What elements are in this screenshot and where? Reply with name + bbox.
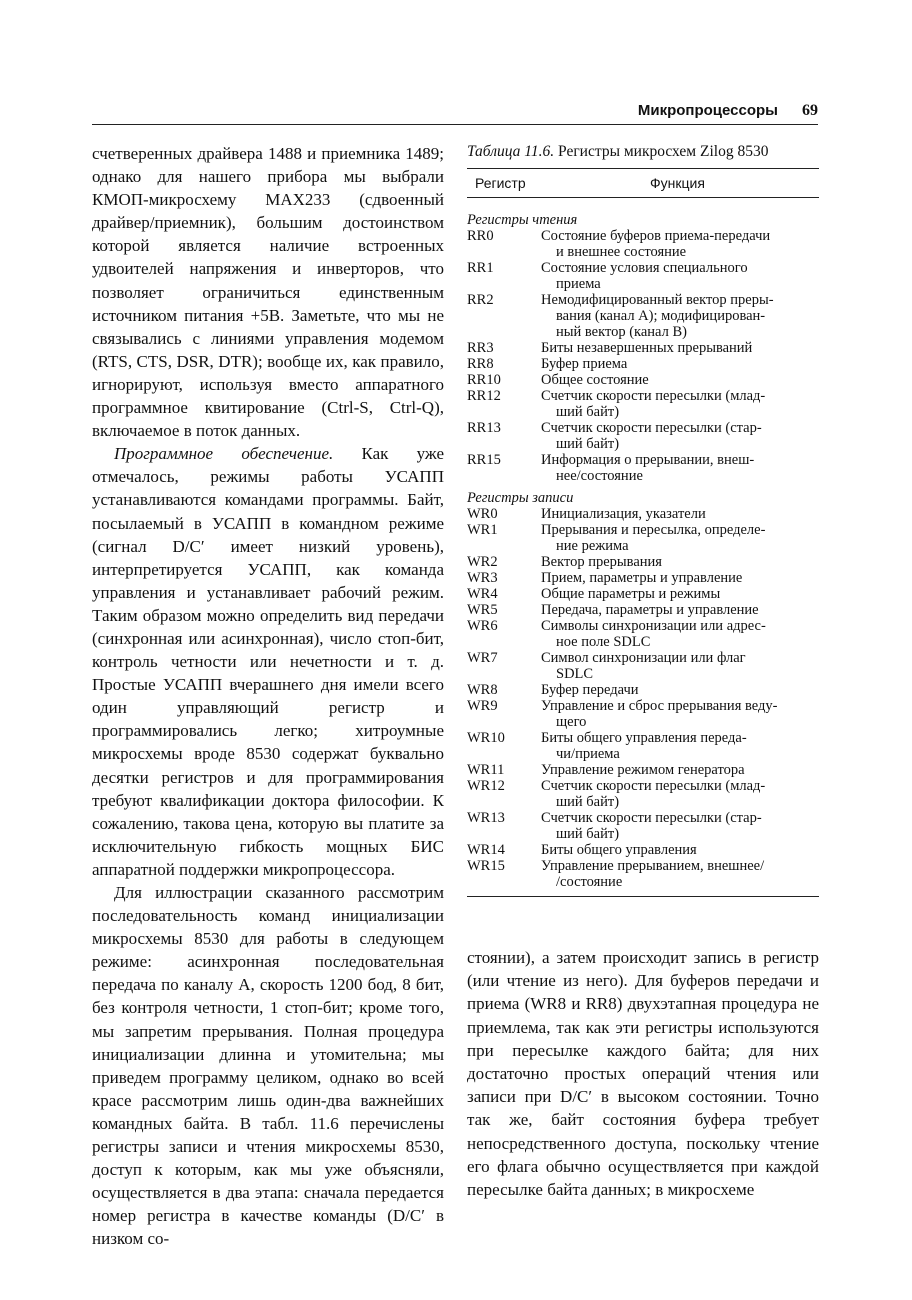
register-function [541,778,819,810]
chapter-title: Микропроцессоры [637,102,778,119]
register-name: WR9 [467,698,498,714]
register-name: RR13 [467,420,501,436]
function-line: Вектор прерывания [541,554,662,570]
paragraph-text: счетверенных драйвера 1488 и приемника 1489; однако для нашего прибора мы выбрали КМОП-микросхему MAX233 (сдвоенный драйвер/приемник), большим достоинством которой является наличие встроенных удвоителей напряжения и инверторов, что позволяет ограничиться единственным источником питания +5В. Заметьте, что мы не связывались с линиями управления модемом (RTS, CTS, DSR, DTR); вообще их, как правило, игнорируют, используя вместо аппаратного программное квитирование (Ctrl-S, Ctrl-Q), включаемое в поток данных. [92,144,444,441]
register-function [541,420,819,452]
function-line: Счетчик скорости пересылки (млад- [541,388,766,404]
table-row [467,554,819,570]
function-line: Немодифицированный вектор преры- [541,292,774,308]
register-function [541,228,819,260]
function-line: ние режима [556,538,629,554]
table-row [467,506,819,522]
function-line: Буфер приема [541,356,628,372]
function-line: Состояние условия специального [541,260,748,276]
paragraph-1 [92,142,444,442]
table-caption [467,142,819,162]
table-row [467,858,819,890]
function-line: Символы синхронизации или адрес- [541,618,766,634]
function-line: SDLC [556,666,594,682]
register-name: WR5 [467,602,498,618]
paragraph-lead: Программное обеспечение. [114,444,334,464]
register-name: WR1 [467,522,498,538]
running-header [92,100,818,125]
function-line: ший байт) [556,794,620,810]
register-function [541,388,819,420]
register-function [541,762,819,778]
register-name: WR6 [467,618,498,634]
paragraph-text: Для иллюстрации сказанного рассмотрим последовательность команд инициализации микросхемы 8530 для работы в следующем режиме: асинхронная последовательная передача по каналу А, скорость 1200 бод, 8 бит, без контроля четности, 1 стоп-бит; кроме того, мы запретим прерывания. Полная процедура инициализации длинна и утомительна; мы приведем программу целиком, однако во всей красе рассмотрим лишь один-два важнейших командных байта. В табл. 11.6 перечислены регистры записи и чтения микросхемы 8530, доступ к которым, как мы уже объясняли, осуществляется в два этапа: сначала передается номер регистра в качестве команды (D/C′ в низком со- [92,883,444,1249]
table-row [467,618,819,650]
register-function [541,506,819,522]
function-line: Состояние буферов приема-передачи [541,228,771,244]
table-row [467,356,819,372]
page-number: 69 [802,102,818,119]
register-name: RR3 [467,340,494,356]
function-line: Буфер передачи [541,682,639,698]
paragraph-text: Как уже отмечалось, режимы работы УСАПП устанавливаются командами программы. Байт, посылаемый в УСАПП в командном режиме (сигнал D/C′ имеет низкий уровень), интерпретируется УСАПП, как команда управления и устанавливает рабочий режим. Таким образом можно определить вид передачи (синхронная или асинхронная), число стоп-бит, контроль четности или нечетности и т. д. Простые УСАПП вчерашнего дня имели всего один управляющий регистр и программировались легко; хитроумные микросхемы вроде 8530 содержат буквально десятки регистров и для программирования требуют квалификации доктора философии. К сожалению, такова цена, которую вы платите за исключительную гибкость мощных БИС аппаратной поддержки микропроцессора. [92,444,444,879]
function-line: Передача, параметры и управление [541,602,759,618]
table-row [467,730,819,762]
register-function [541,858,819,890]
table-bottom-rule [467,896,819,897]
read-registers-title: Регистры чтения [467,212,578,228]
function-line: ший байт) [556,404,620,420]
table-row [467,650,819,682]
write-registers-list [467,506,819,890]
table-caption-text: Регистры микросхем Zilog 8530 [554,143,769,160]
register-function [541,372,819,388]
register-name: WR3 [467,570,498,586]
register-function [541,570,819,586]
table-row [467,260,819,292]
function-line: ший байт) [556,436,620,452]
register-function [541,356,819,372]
register-name: WR0 [467,506,498,522]
function-line: /состояние [556,874,623,890]
column-header-register: Регистр [475,175,526,191]
register-name: RR8 [467,356,494,372]
function-line: Общие параметры и режимы [541,586,721,602]
register-name: WR8 [467,682,498,698]
column-header-function: Функция [650,175,705,191]
register-function [541,650,819,682]
register-function [541,698,819,730]
registers-table [467,142,819,897]
table-row [467,586,819,602]
function-line: Прием, параметры и управление [541,570,743,586]
function-line: Биты общего управления переда- [541,730,747,746]
table-row [467,522,819,554]
function-line: вания (канал А); модифицирован- [556,308,766,324]
paragraph-continuation: стоянии), а затем происходит запись в регистр (или чтение из него). Для буферов передачи и приема (WR8 и RR8) двухэтапная процедура не приемлема, так как эти регистры используются при пересылке каждого байта; для них достаточно простых операций чтения или записи при D/C′ в высоком состоянии. Точно так же, байт состояния буфера требует непосредственного доступа, поскольку чтение его флага обычно осуществляется при каждой пересылке байта данных; в микросхеме [467,948,819,1200]
register-function [541,452,819,484]
right-column-text [467,946,819,1201]
function-line: Биты общего управления [541,842,697,858]
register-function [541,842,819,858]
register-function [541,810,819,842]
register-function [541,682,819,698]
table-row [467,778,819,810]
register-name: WR11 [467,762,505,778]
register-name: RR10 [467,372,501,388]
function-line: ший байт) [556,826,620,842]
table-row [467,292,819,340]
function-line: чи/приема [556,746,620,762]
table-row [467,452,819,484]
function-line: нее/состояние [556,468,643,484]
function-line: Биты незавершенных прерываний [541,340,753,356]
register-function [541,340,819,356]
register-name: WR2 [467,554,498,570]
table-row [467,420,819,452]
table-row [467,602,819,618]
table-row [467,228,819,260]
function-line: Счетчик скорости пересылки (млад- [541,778,766,794]
register-name: WR13 [467,810,505,826]
register-name: WR10 [467,730,505,746]
table-row [467,388,819,420]
register-name: RR12 [467,388,501,404]
table-header [467,168,819,198]
register-function [541,618,819,650]
table-row [467,340,819,356]
paragraph-2 [92,442,444,881]
register-function [541,292,819,340]
function-line: ный вектор (канал В) [556,324,687,340]
function-line: Символ синхронизации или флаг [541,650,746,666]
function-line: приема [556,276,601,292]
table-row [467,682,819,698]
left-column [92,142,444,1251]
register-function [541,522,819,554]
register-function [541,586,819,602]
register-name: WR14 [467,842,505,858]
function-line: Инициализация, указатели [541,506,706,522]
function-line: щего [556,714,587,730]
register-function [541,260,819,292]
register-function [541,602,819,618]
table-row [467,698,819,730]
function-line: Прерывания и пересылка, определе- [541,522,766,538]
function-line: Счетчик скорости пересылки (стар- [541,810,762,826]
register-name: RR15 [467,452,501,468]
read-registers-list [467,228,819,484]
function-line: Управление и сброс прерывания веду- [541,698,778,714]
register-name: WR15 [467,858,505,874]
register-name: RR2 [467,292,494,308]
register-function [541,730,819,762]
function-line: Счетчик скорости пересылки (стар- [541,420,762,436]
table-row [467,570,819,586]
register-name: WR4 [467,586,498,602]
table-row [467,762,819,778]
register-name: RR1 [467,260,494,276]
function-line: Управление прерыванием, внешнее/ [541,858,765,874]
register-name: WR7 [467,650,498,666]
function-line: и внешнее состояние [556,244,687,260]
function-line: ное поле SDLC [556,634,651,650]
table-caption-label: Таблица 11.6. [467,143,555,160]
register-name: RR0 [467,228,494,244]
register-name: WR12 [467,778,505,794]
function-line: Управление режимом генератора [541,762,745,778]
table-row [467,842,819,858]
table-row [467,372,819,388]
table-row [467,810,819,842]
function-line: Информация о прерывании, внеш- [541,452,755,468]
paragraph-3 [92,881,444,1251]
register-function [541,554,819,570]
function-line: Общее состояние [541,372,649,388]
write-registers-title: Регистры записи [467,490,574,506]
